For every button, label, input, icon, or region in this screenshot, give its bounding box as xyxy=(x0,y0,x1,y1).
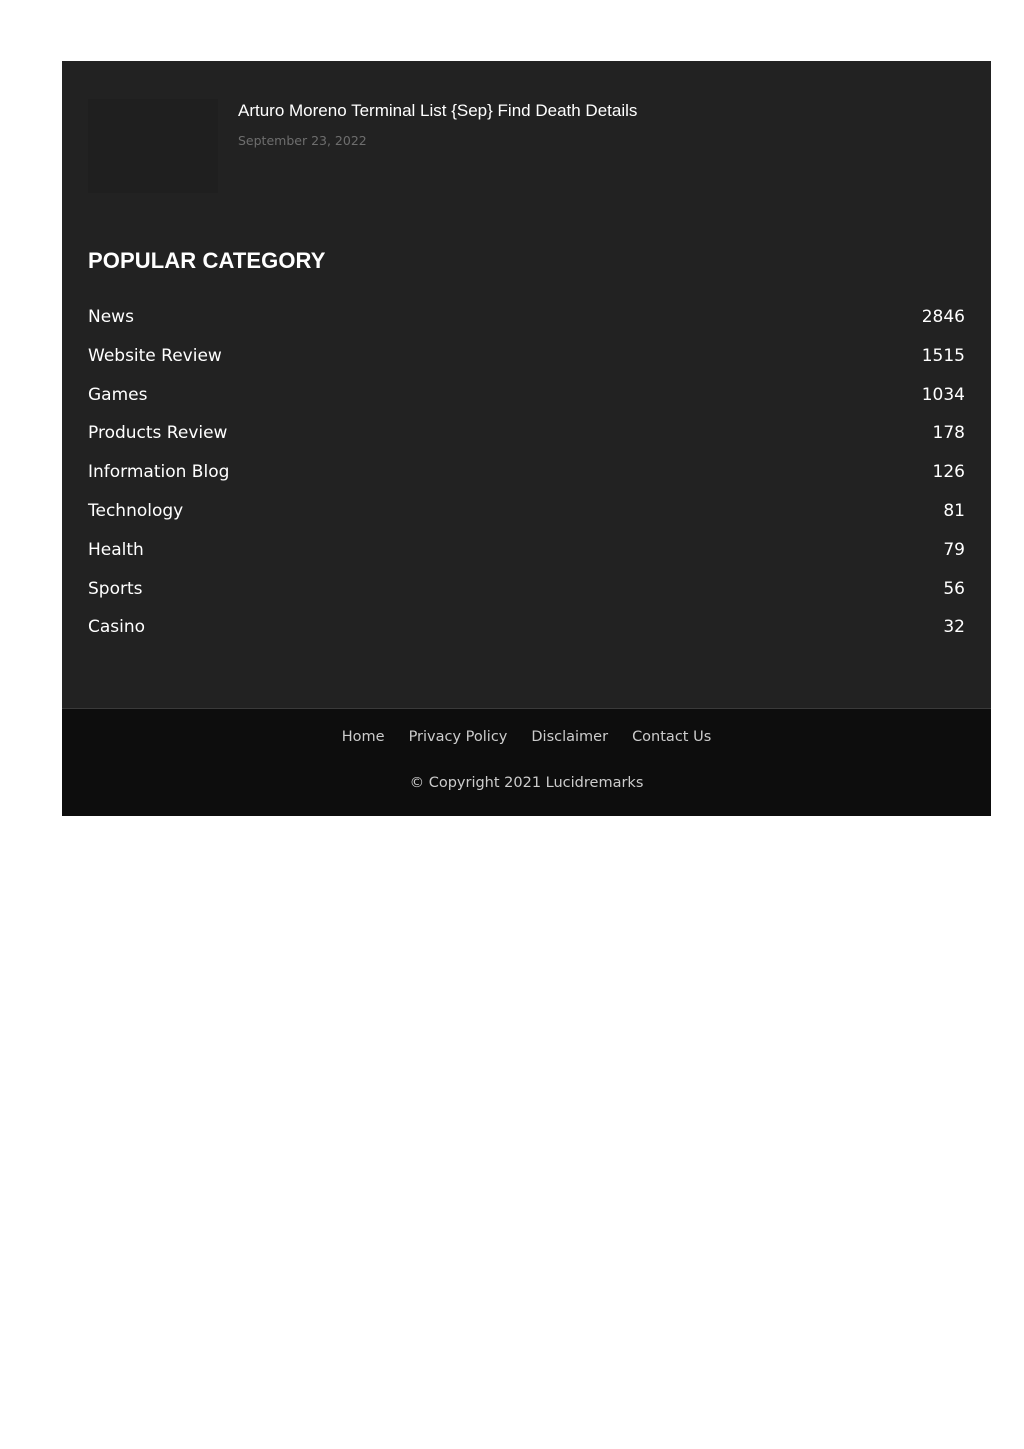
category-item-products-review[interactable] xyxy=(88,417,965,456)
category-name: Health xyxy=(88,539,144,560)
category-name: Information Blog xyxy=(88,462,230,483)
category-item-casino[interactable] xyxy=(88,611,965,650)
footer-link-contact-us[interactable]: Contact Us xyxy=(632,729,712,745)
category-name: Products Review xyxy=(88,423,228,444)
category-list xyxy=(88,301,965,650)
footer-link-home[interactable]: Home xyxy=(341,729,385,745)
footer-link-privacy-policy[interactable]: Privacy Policy xyxy=(408,729,508,745)
category-count: 1515 xyxy=(921,345,965,366)
category-item-games[interactable] xyxy=(88,379,965,418)
category-count: 126 xyxy=(932,462,965,483)
category-count: 81 xyxy=(943,500,965,521)
category-count: 178 xyxy=(932,423,965,444)
category-item-technology[interactable] xyxy=(88,495,965,534)
category-count: 79 xyxy=(943,539,965,560)
category-name: Sports xyxy=(88,578,143,599)
category-item-website-review[interactable] xyxy=(88,340,965,379)
sub-footer xyxy=(62,708,991,816)
category-count: 32 xyxy=(943,617,965,638)
footer-link-disclaimer[interactable]: Disclaimer xyxy=(531,729,609,745)
post-title-link[interactable]: Arturo Moreno Terminal List {Sep} Find Death Details xyxy=(238,101,638,120)
category-name: Casino xyxy=(88,617,146,638)
category-name: Games xyxy=(88,384,148,405)
category-count: 1034 xyxy=(921,384,965,405)
category-item-sports[interactable] xyxy=(88,573,965,612)
category-count: 2846 xyxy=(921,307,965,327)
category-count: 56 xyxy=(943,578,965,599)
footer-menu xyxy=(62,729,991,745)
category-name: Technology xyxy=(88,500,184,521)
popular-category-heading: POPULAR CATEGORY xyxy=(88,248,326,273)
category-item-health[interactable] xyxy=(88,534,965,573)
category-name: Website Review xyxy=(88,345,222,366)
footer xyxy=(62,61,991,816)
recent-post xyxy=(88,99,968,193)
category-item-information-blog[interactable] xyxy=(88,456,965,495)
category-item-news[interactable] xyxy=(88,301,965,340)
category-name: News xyxy=(88,307,134,327)
post-date: September 23, 2022 xyxy=(238,133,367,148)
copyright-text: © Copyright 2021 Lucidremarks xyxy=(409,775,644,791)
post-thumbnail[interactable] xyxy=(88,99,218,193)
